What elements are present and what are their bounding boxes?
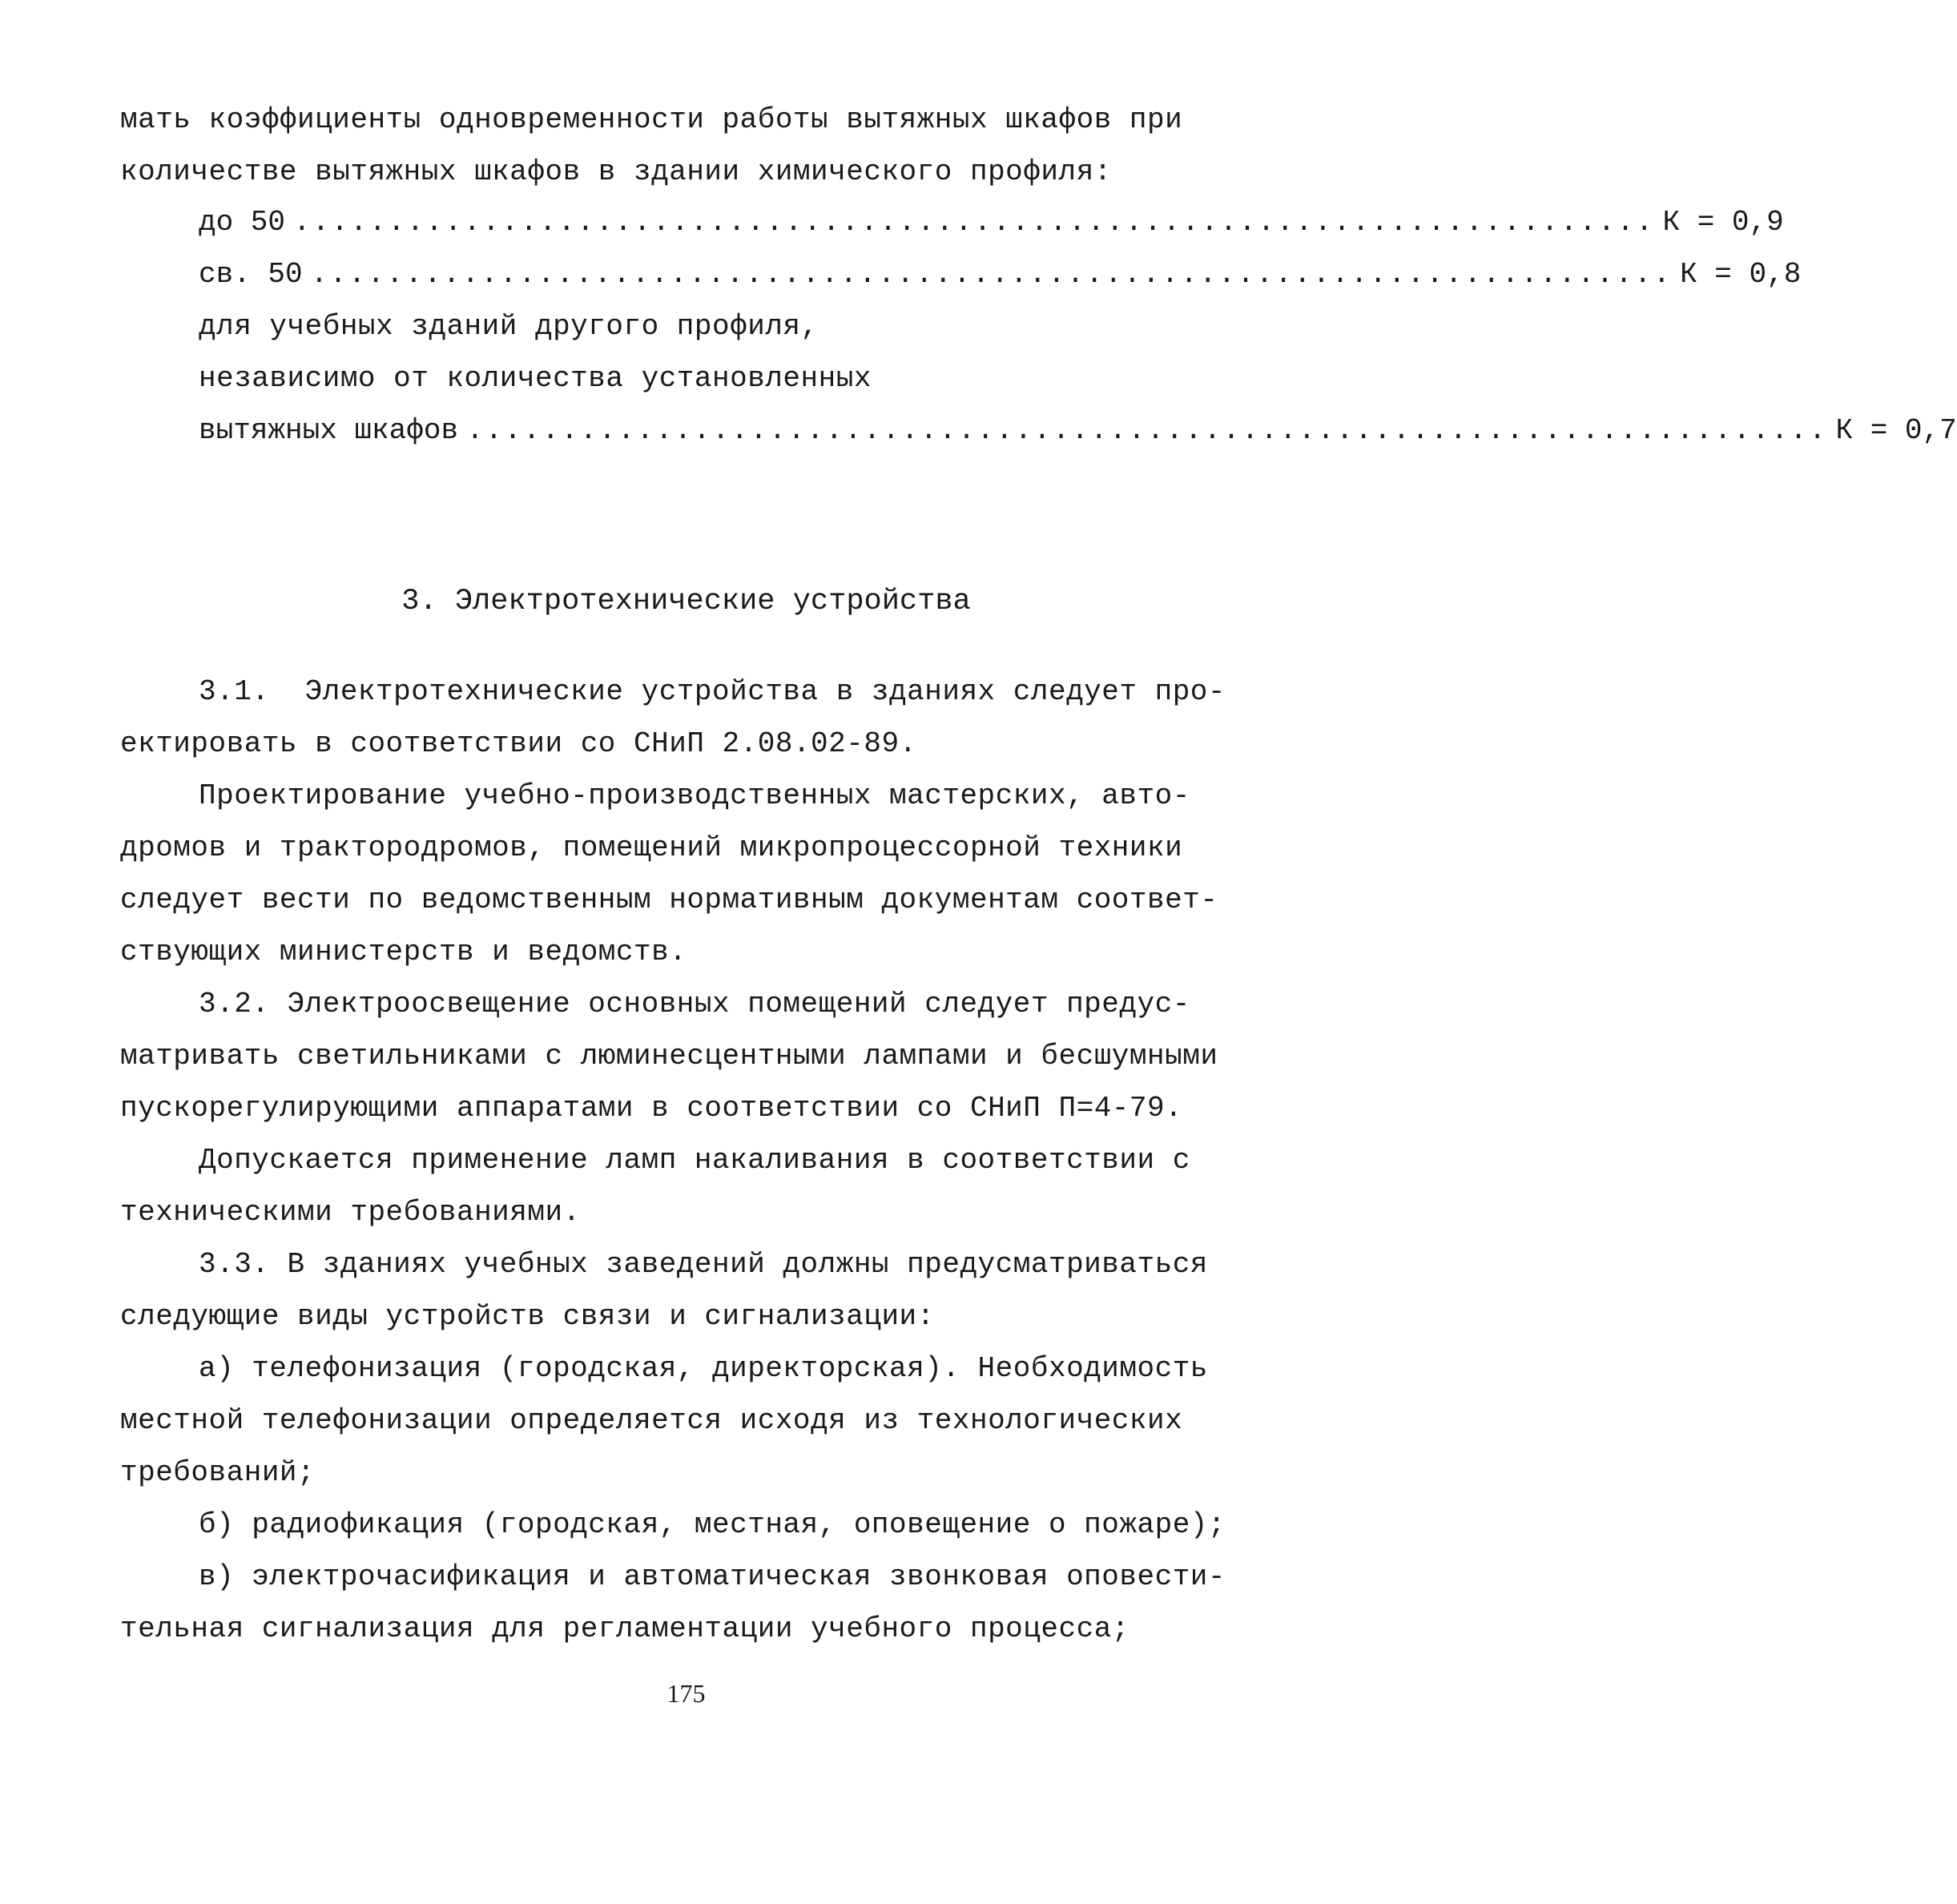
paragraph-lamps-line-2: техническими требованиями. — [120, 1196, 581, 1229]
list-item-a-line-3: требований; — [120, 1456, 316, 1489]
intro-line-2: количестве вытяжных шкафов в здании химического профиля: — [120, 155, 1112, 188]
section-heading: 3. Электротехнические устройства — [401, 585, 971, 618]
leader-dots: ........................................................................ — [293, 206, 1655, 239]
list-item-v-line-1: в) электрочасификация и автоматическая звонковая оповести- — [199, 1560, 1226, 1593]
paragraph-3-2-line-2: матривать светильниками с люминесцентными лампами и бесшумными — [120, 1040, 1218, 1073]
coefficient-row-over-50 — [199, 257, 1802, 292]
paragraph-design-line-4: ствующих министерств и ведомств. — [120, 936, 687, 968]
coefficient-value: К = 0,8 — [1680, 258, 1802, 291]
paragraph-3-1-line-2: ектировать в соответствии со СНиП 2.08.02-89. — [120, 727, 917, 760]
list-item-b-line-1: б) радиофикация (городская, местная, оповещение о пожаре); — [199, 1508, 1226, 1541]
paragraph-3-2-line-3: пускорегулирующими аппаратами в соответствии со СНиП П=4-79. — [120, 1092, 1183, 1125]
other-profile-line-2: независимо от количества установленных — [199, 362, 872, 395]
coefficient-row-upto-50 — [199, 205, 1784, 240]
paragraph-design-line-1: Проектирование учебно-производственных мастерских, авто- — [199, 779, 1190, 812]
coefficient-label: вытяжных шкафов — [199, 414, 459, 447]
coefficient-label: до 50 — [199, 206, 286, 239]
list-item-a-line-1: а) телефонизация (городская, директорская). Необходимость — [199, 1352, 1208, 1385]
list-item-v-line-2: тельная сигнализация для регламентации учебного процесса; — [120, 1612, 1130, 1645]
paragraph-3-3-line-1: 3.3. В зданиях учебных заведений должны предусматриваться — [199, 1248, 1208, 1281]
paragraph-design-line-2: дромов и трактородромов, помещений микропроцессорной техники — [120, 831, 1183, 864]
list-item-a-line-2: местной телефонизации определяется исходя из технологических — [120, 1404, 1183, 1437]
coefficient-value: К = 0,9 — [1662, 206, 1784, 239]
page-number: 175 — [666, 1679, 706, 1708]
intro-line-1: мать коэффициенты одновременности работы вытяжных шкафов при — [120, 103, 1183, 136]
paragraph-design-line-3: следует вести по ведомственным нормативным документам соответ- — [120, 884, 1218, 916]
paragraph-lamps-line-1: Допускается применение ламп накаливания в соответствии с — [199, 1144, 1190, 1177]
paragraph-3-1-line-1: 3.1. Электротехнические устройства в зданиях следует про- — [199, 675, 1226, 708]
coefficient-value: К = 0,7 — [1835, 414, 1957, 447]
leader-dots: ........................................................................ — [466, 414, 1828, 447]
paragraph-3-2-line-1: 3.2. Электроосвещение основных помещений следует предус- — [199, 988, 1190, 1020]
coefficient-row-other-profile — [199, 413, 1957, 449]
paragraph-3-3-line-2: следующие виды устройств связи и сигнализации: — [120, 1300, 935, 1333]
other-profile-line-1: для учебных зданий другого профиля, — [199, 310, 819, 343]
leader-dots: ........................................................................ — [310, 258, 1673, 291]
coefficient-label: св. 50 — [199, 258, 303, 291]
